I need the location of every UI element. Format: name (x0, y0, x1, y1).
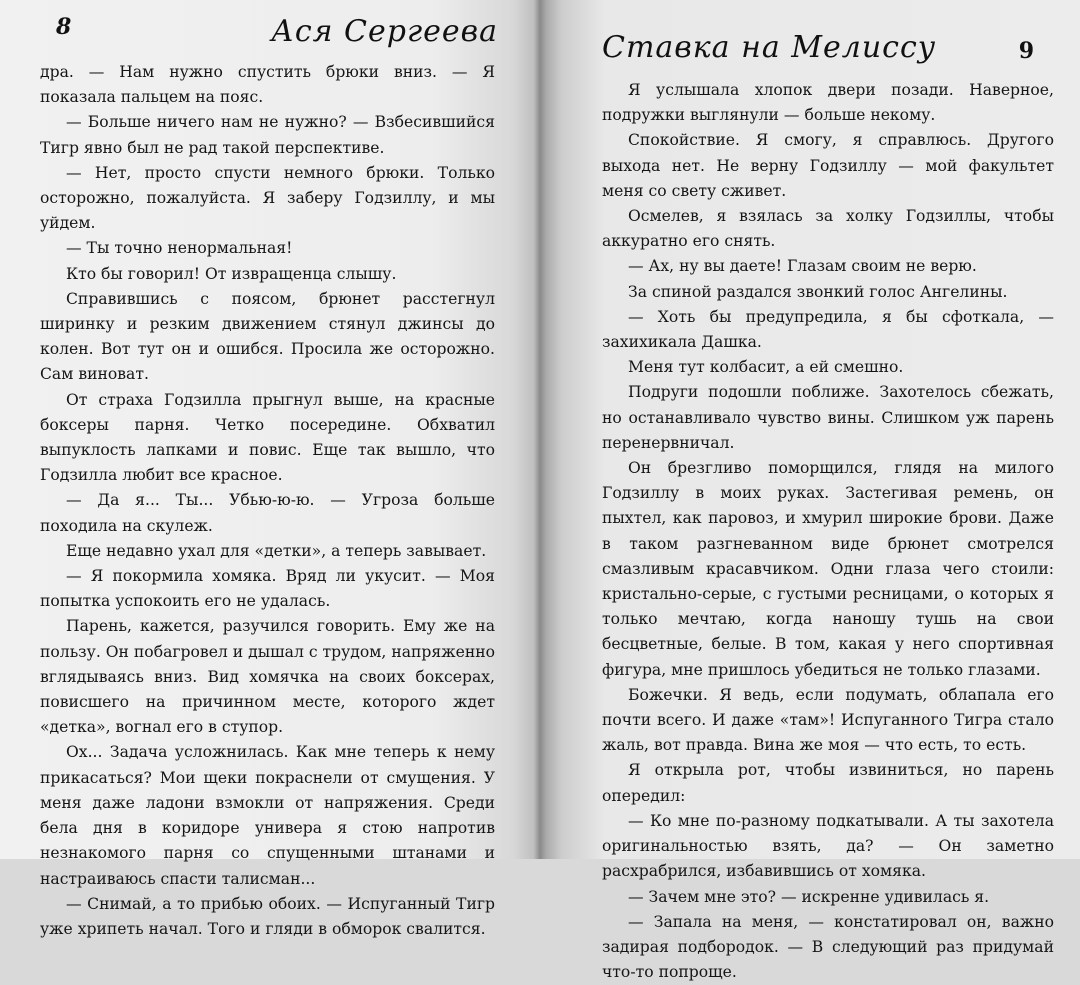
paragraph: Я услышала хлопок двери позади. Наверное, подружки выглянули — больше некому. (602, 81, 1054, 125)
paragraph: Еще недавно ухал для «детки», а теперь завывает. (66, 541, 487, 560)
paragraph: — Зачем мне это? — искренне удивилась я. (628, 887, 990, 906)
paragraph: — Хоть бы предупредила, я бы сфоткала, — захихикала Дашка. (602, 307, 1054, 352)
paragraph: Меня тут колбасит, а ей смешно. (628, 358, 904, 377)
book-gutter (534, 0, 546, 859)
paragraph: — Да я... Ты... Убью-ю-ю. — Угроза больше походила на скулеж. (40, 491, 495, 535)
left-page-body (40, 60, 495, 942)
paragraph: Парень, кажется, разучился говорить. Ему же на пользу. Он побагровел и дышал с трудом, напряженно вглядываясь вниз. Вид хомячка на своих боксерах, повисшего на причинном месте, которого ждет «детка», вогнал его в ступор. (40, 617, 495, 737)
paragraph: — Нет, просто спусти немного брюки. Только осторожно, пожалуйста. Я заберу Годзиллу, и мы уйдем. (40, 163, 495, 233)
running-head-title: Ставка на Мелиссу (602, 30, 937, 65)
paragraph: дра. — Нам нужно спустить брюки вниз. — Я показала пальцем на пояс. (40, 63, 495, 107)
paragraph: Ох... Задача усложнилась. Как мне теперь к нему прикасаться? Мои щеки покраснели от смущения. У меня даже ладони взмокли от напряжения. Среди бела дня в коридоре универа я стою напротив незнакомого парня со спущенными штанами и настраиваюсь спасти талисман... (40, 743, 495, 888)
page-number-right: 9 (1018, 38, 1034, 64)
left-page (0, 0, 540, 938)
paragraph: — Ко мне по-разному подкатывали. А ты захотела оригинальностью взять, да? — Он заметно расхрабрился, избавившись от хомяка. (602, 811, 1054, 881)
page-number-left: 8 (56, 14, 72, 40)
running-head-author: Ася Сергеева (271, 14, 498, 49)
right-page-body (602, 78, 1054, 985)
paragraph: — Ты точно ненормальная! (66, 239, 293, 258)
paragraph: Подруги подошли поближе. Захотелось сбежать, но останавливало чувство вины. Слишком уж парень перенервничал. (602, 383, 1054, 452)
paragraph: За спиной раздался звонкий голос Ангелины. (628, 282, 1008, 301)
paragraph: Справившись с поясом, брюнет расстегнул ширинку и резким движением стянул джинсы до колен. Вот тут он и ошибся. Просила же осторожно. Сам виноват. (40, 289, 495, 384)
paragraph: — Ах, ну вы даете! Глазам своим не верю. (628, 257, 977, 276)
paragraph: Осмелев, я взялась за холку Годзиллы, чтобы аккуратно его снять. (602, 207, 1054, 251)
paragraph: От страха Годзилла прыгнул выше, на красные боксеры парня. Четко посередине. Обхватил выпуклость лапками и повис. Еще так вышло, что Годзилла любит все красное. (40, 390, 495, 485)
paragraph: Спокойствие. Я смогу, я справлюсь. Другого выхода нет. Не верну Годзиллу — мой факультет меня со свету сживет. (602, 131, 1054, 200)
paragraph: Я открыла рот, чтобы извиниться, но парень опередил: (602, 761, 1054, 805)
paragraph: — Запала на меня, — констатировал он, важно задирая подбородок. — В следующий раз придумай что-то попроще. (602, 912, 1054, 982)
paragraph: Кто бы говорил! От извращенца слышу. (66, 264, 397, 283)
paragraph: Он брезгливо поморщился, глядя на милого Годзиллу в моих руках. Застегивая ремень, он пыхтел, как паровоз, и хмурил широкие брови. Даже в таком разгневанном виде брюнет смотрелся смазливым красавчиком. Одни глаза чего стоили: кристально-серые, с густыми ресницами, о которых я только мечтаю, когда наношу тушь на свои бесцветные, белые. В том, какая у него спортивная фигура, мне пришлось убедиться не только глазами. (602, 459, 1054, 679)
paragraph: — Снимай, а то прибью обоих. — Испуганный Тигр уже хрипеть начал. Того и гляди в обморок свалится. (40, 894, 495, 938)
right-page (540, 0, 1080, 982)
paragraph: — Я покормила хомяка. Вряд ли укусит. — Моя попытка успокоить его не удалась. (40, 567, 495, 611)
paragraph: Божечки. Я ведь, если подумать, облапала его почти всего. И даже «там»! Испуганного Тигра стало жаль, вот правда. Вина же моя — что есть, то есть. (602, 685, 1054, 755)
paragraph: — Больше ничего нам не нужно? — Взбесившийся Тигр явно был не рад такой перспективе. (40, 113, 495, 157)
